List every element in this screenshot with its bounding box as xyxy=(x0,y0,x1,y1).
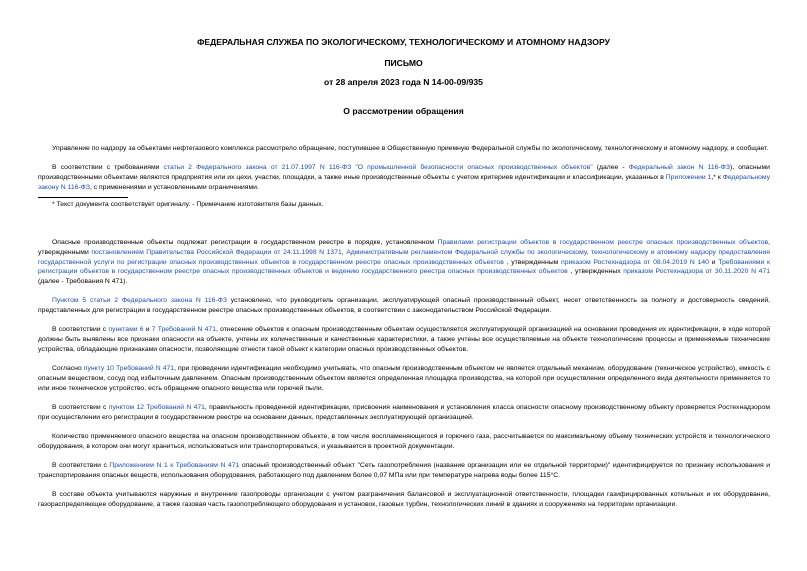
paragraph-3 xyxy=(38,238,770,288)
paragraph-8: Количество применяемого опасного вещества на опасном производственном объекте, в том числе воспламеняющегося и горючего газа, рассчитывается по максимальному объему технических устройств и технологического оборудования, в котором они могут храниться, использоваться или транспортироваться, и указывается в проектной документации. xyxy=(38,433,770,451)
link-clause-5-article-2[interactable]: Пунктом 5 статьи 2 Федерального закона N 116-ФЗ xyxy=(52,297,227,305)
link-government-decree-1371[interactable]: постановлением Правительства Российской Федерации от 24.11.1998 N 1371 xyxy=(91,248,342,256)
text: В соответствии с xyxy=(52,462,110,470)
text: , утвержденных xyxy=(567,268,624,276)
paragraph-2 xyxy=(38,163,770,193)
footnote-divider xyxy=(38,197,128,198)
text: , правильность проведенной идентификации, присвоения наименования и установления класса опасности опасному производственному объекту проверяется Ростехнадзором при осуществлении его регистрации в государственном реестре на основании данных, представленных эксплуатирующей организацией. xyxy=(38,404,771,422)
paragraph-1: Управление по надзору за объектами нефтегазового комплекса рассмотрело обращение, поступившее в Общественную приемную Федеральной службы по экологическому, технологическому и атомному надзору, и сообщает. xyxy=(52,145,769,152)
text: В соответствии с xyxy=(52,404,109,412)
link-administrative-regulation[interactable]: Административным регламентом Федеральной службы по экологическому, технологическому и атомному надзору предоставления государственной услуги по регистрации опасных производственных объектов в государственном реестре опасных производственных объектов xyxy=(38,248,770,266)
link-appendix-1-requirements[interactable]: Приложением N 1 к Требованиям N 471 xyxy=(109,462,240,470)
link-order-471[interactable]: приказом Ростехнадзора от 30.11.2020 N 471 xyxy=(623,268,770,276)
paragraph-10: В составе объекта учитываются наружные и внутренние газопроводы организации с учетом разграничения балансовой и эксплуатационной ответственности, площадки газифицированных котельных и их оборудование, газораспределяющее оборудование, а также газовая часть газопотребляющего оборудования и установок, газовых турбин, технологических линий в зданиях и сооружениях на территории организации. xyxy=(38,491,770,509)
footnote: * Текст документа соответствует оригиналу. - Примечание изготовителя базы данных. xyxy=(52,200,324,208)
text: Опасные производственные объекты подлежат регистрации в государственном реестре в порядке, установленном xyxy=(52,238,438,246)
text: опасный производственный объект "Сеть газопотребления (название организации или ее отдельной территории)" идентифицируется по признаку использования и транспортирования опасных веществ, использования оборудования, работающего под давлением более 0,07 МПа или при температуре нагрева воды более 115°С. xyxy=(38,462,770,480)
agency-name: ФЕДЕРАЛЬНАЯ СЛУЖБА ПО ЭКОЛОГИЧЕСКОМУ, ТЕХНОЛОГИЧЕСКОМУ И АТОМНОМУ НАДЗОРУ xyxy=(197,37,610,47)
text: и xyxy=(143,326,152,334)
text: В соответствии с требованиями xyxy=(52,164,164,172)
paragraph-7 xyxy=(38,403,770,423)
text: Согласно xyxy=(52,365,84,373)
link-article-2-law-116[interactable]: статьи 2 Федерального закона от 21.07.1997 N 116-ФЗ "О промышленной безопасности опасных производственных объектов" xyxy=(163,164,593,172)
text: В соответствии с xyxy=(52,326,109,334)
text: , утвержденным xyxy=(503,258,562,266)
text: , при проведении идентификации необходимо учитывать, что опасным производственным объектом не является отдельный механизм, оборудование (техническое устройство), емкость с опасным веществом, сосуд под избыточным давлением. Опасным производственным объектом является определенная площадка производства, на которой при осуществлении определенного вида деятельности применяется то или иное техническое устройство, есть обращение опасного вещества или горючей пыли. xyxy=(38,365,770,393)
link-registration-rules[interactable]: Правилами регистрации объектов в государственном реестре опасных производственных объектов xyxy=(437,238,769,246)
text: , xyxy=(341,248,347,256)
link-law-116[interactable]: Федеральный закон N 116-ФЗ xyxy=(628,164,730,172)
link-clause-10[interactable]: пункту 10 Требований N 471 xyxy=(83,365,175,373)
link-clause-12[interactable]: пунктом 12 Требований N 471 xyxy=(108,404,205,412)
text: и xyxy=(708,258,719,266)
document-body xyxy=(38,144,770,519)
paragraph-5 xyxy=(38,325,770,355)
text: установлено, что руководитель организации, эксплуатирующей опасный производственный объект, несет ответственность за полноту и достоверность сведений, представленных для регистрации в государственном реестре опасных производственных объектов, в соответствии с законодательством Российской Федерации. xyxy=(38,297,770,315)
paragraph-6 xyxy=(38,364,770,394)
link-registration-requirements[interactable]: Требованиями к регистрации объектов в государственном реестре опасных производственных объектов и ведению государственного реестра опасных производственных объектов xyxy=(38,258,770,276)
document-date-number: от 28 апреля 2023 года N 14-00-09/935 xyxy=(324,77,483,87)
text: ,* к xyxy=(711,174,723,181)
link-clause-6[interactable]: пунктами 6 xyxy=(108,326,144,334)
text: (далее - xyxy=(592,164,629,172)
link-clause-7[interactable]: 7 Требований N 471 xyxy=(151,326,216,334)
paragraph-9 xyxy=(38,461,770,481)
text: , с применениями и установленными ограничениями. xyxy=(89,183,259,191)
link-order-140[interactable]: приказом Ростехнадзора от 08.04.2019 N 140 xyxy=(561,258,709,266)
link-law-116-second[interactable]: Федеральному закону N 116-ФЗ xyxy=(38,174,770,191)
text: , утвержденными xyxy=(38,238,770,256)
text: (далее - Требования N 471). xyxy=(38,278,128,286)
link-appendix-1[interactable]: Приложении 1 xyxy=(665,174,712,181)
document-type: ПИСЬМО xyxy=(384,58,423,68)
text: ), опасными производственными объектами являются предприятия или их цехи, участки, площадки, а также иные производственные объекты с учетом критериев идентификации и классификации, указанных в xyxy=(38,164,770,181)
paragraph-4 xyxy=(38,296,770,316)
text: , отнесение объектов к опасным производственным объектам осуществляется эксплуатирующей организацией на основании проведения их идентификации, в ходе которой должны быть выявлены все признаки опасности на объекте, учтены их количественные и качественные характеристики, а также учтены все осуществляемые на объекте технологические процессы и применяемые технические устройства, обладающие признаками опасности, позволяющие отнести такой объект к категории опасных производственных объектов. xyxy=(38,326,770,354)
document-subject: О рассмотрении обращения xyxy=(343,106,464,116)
